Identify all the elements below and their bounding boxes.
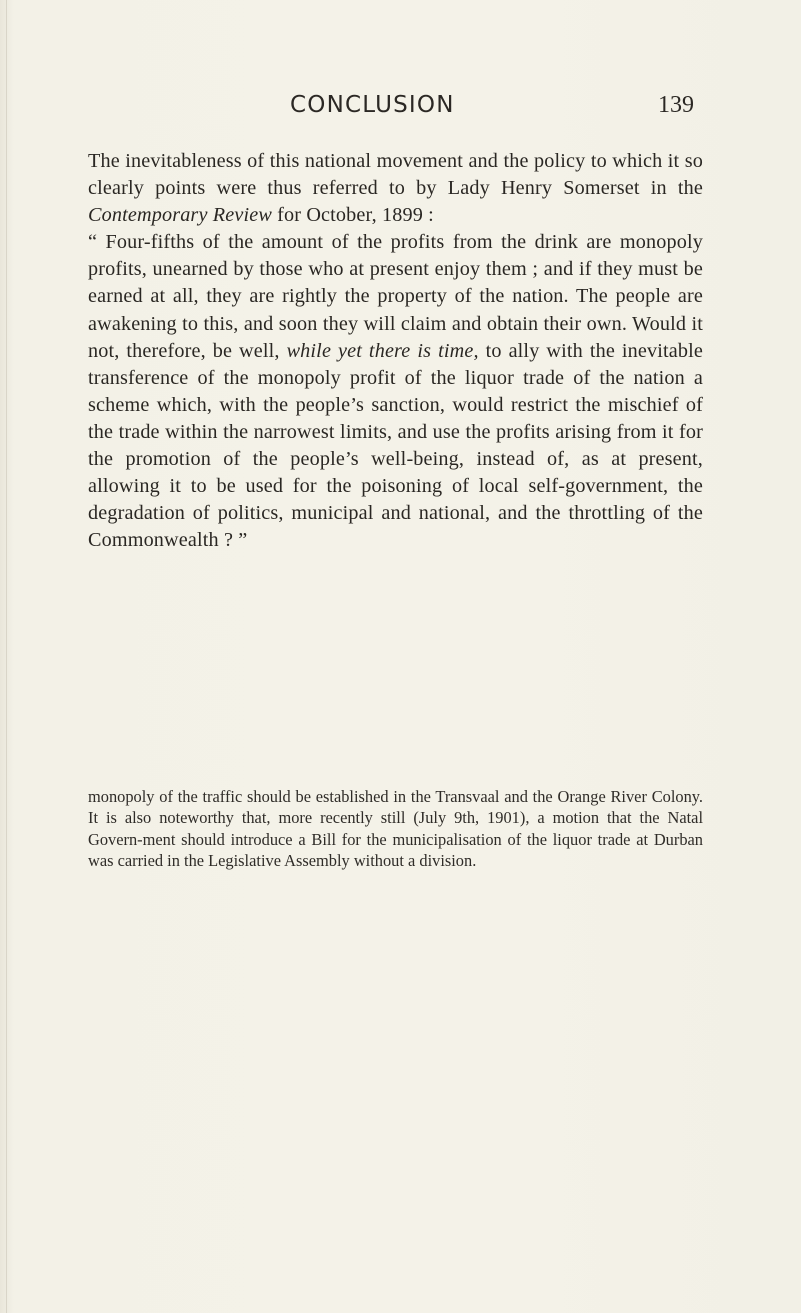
main-text <box>88 148 703 554</box>
journal-title: Contemporary Review <box>88 204 272 227</box>
intro-date: for October, 1899 : <box>271 204 434 227</box>
quote-emphasis: while yet there is time, <box>286 339 479 362</box>
footnote: monopoly of the traffic should be established in the Transvaal and the Orange River Colony. It is also noteworthy that, more recently still (July 9th, 1901), a motion that the Natal Govern-ment should introduce a Bill for the municipalisation of the liquor trade at Durban was carried in the Legislative Assembly without a division. <box>88 787 703 870</box>
intro-paragraph <box>88 148 703 229</box>
page-header <box>0 92 801 126</box>
quote-text-part1: “ Four-fifths of the amount of the profits from the drink are monopoly profits, unearned by those who at present enjoy them ; and if they must be earned at all, they are rightly the property of the nation. The people are awakening to this, and soon they will claim and obtain their own. Would it not, therefore, be well, <box>88 231 703 362</box>
page-gutter <box>6 0 7 1313</box>
running-head: CONCLUSION <box>290 92 455 118</box>
page-number: 139 <box>658 92 694 118</box>
intro-text: The inevitableness of this national movement and the policy to which it so clearly points were thus referred to by Lady Henry Somerset in the <box>88 150 703 200</box>
quotation-paragraph <box>88 229 703 554</box>
quote-text-part2: to ally with the inevitable transference of the monopoly profit of the liquor trade of the nation a scheme which, with the people’s sanction, would restrict the mischief of the trade within the narrowest limits, and use the profits arising from it for the promotion of the people’s well-being, instead of, as at present, allowing it to be used for the poisoning of local self-government, the degradation of politics, municipal and national, and the throttling of the Commonwealth ? ” <box>88 339 703 552</box>
